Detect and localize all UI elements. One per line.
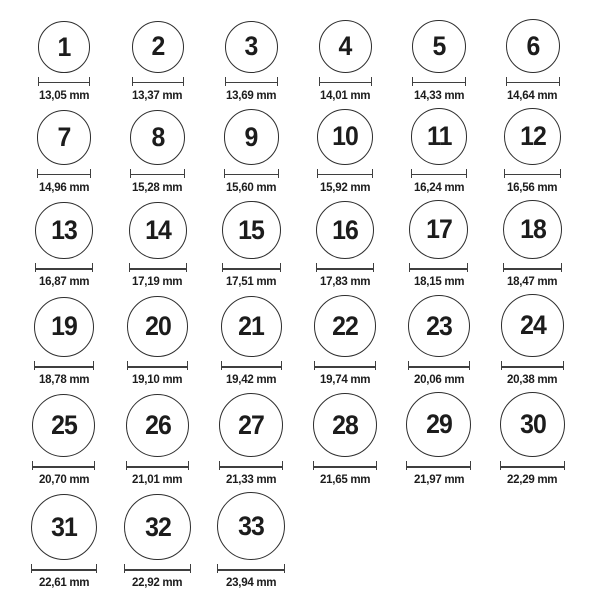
diameter-label: 23,94 mm [226,575,277,590]
size-circle [506,19,560,73]
size-circle [37,110,91,164]
size-number: 12 [519,120,546,151]
diameter-ruler [38,77,90,86]
diameter-ruler [501,361,564,370]
size-circle [31,494,97,560]
size-number: 26 [144,410,171,441]
diameter-label: 20,38 mm [507,372,558,387]
size-number: 8 [151,121,165,152]
diameter-label: 17,19 mm [132,274,183,289]
size-number: 24 [519,310,546,341]
diameter-ruler [317,169,373,178]
size-circle [130,110,185,165]
diameter-ruler [34,361,94,370]
ring-size-cell [205,21,299,103]
size-circle [127,296,188,357]
ring-size-cell [392,295,486,386]
size-circle [406,392,471,457]
diameter-label: 18,15 mm [413,274,464,289]
size-circle [124,494,190,560]
diameter-ruler [132,77,184,86]
diameter-ruler [217,564,285,573]
diameter-label: 16,56 mm [507,179,558,194]
ring-size-cell [298,201,392,289]
diameter-ruler [313,461,378,470]
diameter-ruler [222,263,280,272]
size-row [17,200,582,289]
size-number: 27 [238,409,265,440]
size-number: 13 [50,215,77,246]
ring-size-cell [486,392,580,486]
size-number: 20 [144,311,171,342]
diameter-label: 19,10 mm [132,372,183,387]
ring-size-cell [17,202,111,288]
diameter-ruler [409,263,468,272]
size-number: 10 [332,121,359,152]
size-number: 6 [526,30,540,61]
diameter-label: 13,69 mm [226,88,277,102]
diameter-ruler [124,564,190,573]
ring-size-cell [392,108,486,193]
size-number: 21 [238,311,265,342]
size-circle [314,295,376,357]
size-number: 16 [332,214,359,245]
size-number: 19 [50,311,77,342]
ring-size-cell [205,393,299,486]
size-circle [32,394,95,457]
ring-size-cell [392,200,486,288]
diameter-ruler [504,169,561,178]
diameter-ruler [503,263,563,272]
size-number: 1 [57,31,71,62]
size-circle [501,294,564,357]
diameter-label: 22,92 mm [132,575,183,590]
size-circle [126,394,190,458]
size-circle [34,297,94,357]
size-number: 25 [50,410,77,441]
ring-size-cell [486,200,580,289]
diameter-ruler [316,263,375,272]
size-circle [317,109,373,165]
ring-size-cell [111,202,205,289]
diameter-ruler [35,263,92,272]
ring-size-cell [111,394,205,487]
ring-size-cell [486,108,580,194]
ring-size-cell [17,297,111,386]
diameter-label: 21,33 mm [226,472,277,487]
diameter-ruler [506,77,560,86]
ring-size-cell [298,20,392,102]
size-number: 23 [425,310,452,341]
size-number: 2 [151,31,165,62]
size-number: 17 [425,214,452,245]
diameter-ruler [319,77,372,86]
size-circle [38,21,90,73]
diameter-label: 22,61 mm [38,575,89,590]
diameter-label: 16,24 mm [413,179,464,194]
diameter-label: 15,60 mm [226,179,277,194]
diameter-ruler [127,361,188,370]
ring-size-cell [392,20,486,103]
ring-size-cell [298,393,392,487]
size-number: 5 [432,30,446,61]
ring-size-cell [17,494,111,589]
ring-size-cell [17,394,111,486]
diameter-ruler [314,361,376,370]
diameter-ruler [500,461,565,470]
diameter-label: 14,64 mm [507,88,558,102]
size-number: 15 [238,214,265,245]
size-number: 29 [425,409,452,440]
diameter-label: 14,33 mm [413,88,464,102]
ring-size-cell [17,110,111,193]
diameter-label: 22,29 mm [507,472,558,487]
size-circle [500,392,565,457]
ring-size-cell [111,21,205,102]
size-row [17,492,582,589]
diameter-ruler [130,169,185,178]
ring-size-cell [486,19,580,102]
diameter-label: 17,51 mm [226,274,277,289]
size-number: 31 [50,511,77,542]
size-circle [35,202,92,259]
diameter-label: 13,05 mm [38,88,89,102]
diameter-ruler [408,361,470,370]
diameter-ruler [219,461,283,470]
size-circle [225,21,278,74]
ring-size-cell [392,392,486,486]
size-circle [411,108,467,164]
size-circle [217,492,285,560]
ring-size-cell [298,295,392,386]
size-number: 11 [426,121,452,152]
size-circle [316,201,375,260]
diameter-ruler [32,461,95,470]
diameter-label: 19,74 mm [320,372,371,387]
diameter-label: 14,96 mm [38,179,89,194]
diameter-ruler [221,361,282,370]
size-circle [503,200,563,260]
ring-size-cell [205,492,299,589]
diameter-ruler [126,461,190,470]
diameter-label: 18,78 mm [38,372,89,387]
size-circle [219,393,283,457]
ring-size-cell [111,110,205,194]
size-circle [504,108,561,165]
ring-size-cell [17,21,111,102]
diameter-label: 14,01 mm [320,88,371,102]
diameter-ruler [225,77,278,86]
diameter-label: 17,83 mm [320,274,371,289]
size-number: 9 [244,121,258,152]
diameter-ruler [224,169,279,178]
diameter-label: 16,87 mm [38,274,89,289]
diameter-label: 20,70 mm [38,472,89,487]
size-number: 7 [57,122,71,153]
diameter-label: 15,92 mm [320,179,371,194]
size-circle [408,295,470,357]
size-number: 3 [244,31,258,62]
size-circle [412,20,466,74]
size-number: 14 [144,215,171,246]
size-row [17,392,582,486]
size-row [17,108,582,194]
diameter-label: 21,65 mm [320,472,371,487]
size-circle [313,393,378,458]
diameter-label: 13,37 mm [132,88,183,102]
size-circle [409,200,468,259]
size-circle [132,21,184,73]
diameter-ruler [411,169,467,178]
size-circle [222,201,280,259]
diameter-label: 20,06 mm [413,372,464,387]
diameter-label: 21,97 mm [413,472,464,487]
diameter-label: 15,28 mm [132,179,183,194]
ring-size-cell [486,294,580,386]
diameter-ruler [406,461,471,470]
ring-size-cell [205,109,299,193]
size-number: 22 [332,310,359,341]
ring-size-cell [298,109,392,194]
size-circle [129,202,187,260]
diameter-label: 18,47 mm [507,274,558,289]
size-row [17,19,582,102]
ring-size-cell [111,494,205,589]
ring-size-cell [111,296,205,386]
ring-size-cell [205,296,299,386]
size-row [17,294,582,386]
ring-size-cell [205,201,299,288]
diameter-ruler [37,169,91,178]
diameter-ruler [129,263,187,272]
size-number: 32 [144,511,171,542]
diameter-ruler [31,564,97,573]
diameter-label: 19,42 mm [226,372,277,387]
size-number: 28 [332,409,359,440]
size-number: 18 [519,214,546,245]
diameter-ruler [412,77,466,86]
diameter-label: 21,01 mm [132,472,183,487]
size-circle [221,296,282,357]
size-number: 4 [338,31,352,61]
size-number: 30 [519,409,546,440]
size-number: 33 [238,510,265,541]
size-circle [319,20,372,73]
size-circle [224,109,279,164]
